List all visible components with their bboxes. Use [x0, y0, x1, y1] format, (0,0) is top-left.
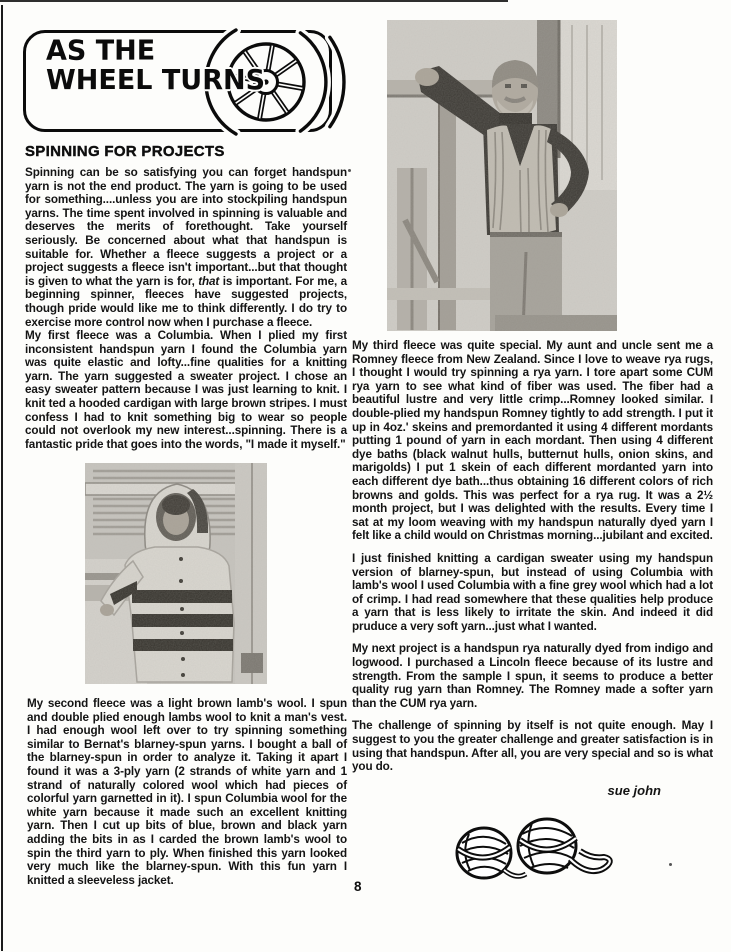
masthead-title [46, 36, 265, 95]
paragraph-first-fleece: My first fleece was a Columbia. When I plied my first inconsistent handspun yarn I found the Columbia yarn was quite elastic and lofty...fine qualities for a knitting yarn. The yarn suggested a sweater project. I chose an easy sweater pattern because I was just learning to knit. I knit ted a hooded cardigan with large brown stripes. I must confess I had to knit something big to wear so people could not overlook my new interest...spinning. There is a fantastic pride that goes into the words, "I made it myself." [25, 329, 347, 451]
photo-man-at-loom [387, 20, 617, 331]
paragraph-cardigan-sweater: I just finished knitting a cardigan sweater using my handspun version of blarney-spun, but instead of using Columbia with lamb's wool I used Columbia with a fine grey wool which had a lot of crimp. I had read somewhere that these qualities help produce a yarn that is less likely to irritate the skin. And indeed it did pruduce a very soft yarn...just what I wanted. [352, 551, 713, 633]
author-signature: sue john [607, 782, 661, 798]
masthead-title-line2: WHEEL TURNS [46, 64, 266, 97]
paragraph-intro [25, 166, 347, 329]
masthead [0, 0, 731, 140]
scan-speck [348, 169, 351, 172]
paragraph-next-project: My next project is a handspun rya naturally dyed from indigo and logwood. I purchased a Lincoln fleece because of its lustre and strength. From the sample I spun, it seems to produce a better quality rug yarn than Romney. The Romney made a softer yarn than the CUM rya yarn. [352, 642, 713, 710]
article-heading: SPINNING FOR PROJECTS [25, 143, 225, 160]
paragraph-intro-text: Spinning can be so satisfying you can forget handspun yarn is not the end product. The yarn is going to be used for something....unless you are into stockpiling handspun yarns. The time spent involved in spinning is valuable and deserves the merits of forethought. Take yourself seriously. Be concerned about what that handspun is suitable for. Whether a fleece suggests a project or a project suggests a fleece isn't important...but that thought is given to what the yarn is for, [25, 166, 347, 288]
yarn-balls-illustration [444, 813, 616, 885]
photo-hooded-cardigan [85, 463, 267, 684]
paragraph-second-fleece: My second fleece was a light brown lamb's wool. I spun and double plied enough lambs wool to knit a man's vest. I had enough wool left over to try spinning something similar to Bernat's blarney-spun yarns. I bought a ball of the blarney-spun in order to analyze it. Taking it apart I found it was a 3-ply yarn (2 strands of white yarn and 1 strand of naturally colored wool which had pieces of colorful yarn garnetted in it). I spun Columbia wool for the white yarn because it made such an excellent knitting yarn. Then I cut up bits of blue, brown and black yarn adding the bits in as I carded the brown lamb's wool to spin the third yarn to ply. When finished this yarn looked very much like the blarney-spun. With this fun yarn I knitted a sleeveless jacket. [27, 697, 347, 887]
paragraph-intro-text-cont: is important. For me, a beginning spinner, fleeces have suggested projects, though pride would like me to think differently. I do try to exercise more control now when I purchase a fleece. [25, 274, 348, 329]
right-column [352, 339, 713, 798]
paragraph-third-fleece: My third fleece was quite special. My aunt and uncle sent me a Romney fleece from New Zealand. Since I love to weave rya rugs, I thought I would try spinning a rya yarn. I tore apart some CUM rya yarn to see what kind of fiber was used. The fiber had a beautiful lustre and very little crimp...Romney looked similar. I double-plied my handspun Romney tightly to add strength. I put it up in 4oz.' skeins and premordanted it using 4 different mordants putting 1 pound of yarn in each mordant. Then using 4 different dye baths (black walnut hulls, butternut hulls, onion skins, and marigolds) I put 1 skein of each different mordanted yarn into each different dye bath...thus obtaining 16 different colors of rich browns and golds. This was perfect for a rya rug. It was a 2½ month project, but I was delighted with the results. Every time I sat at my loom weaving with my handspun naturally dyed yarn I felt like a child would on Christmas morning...jubilant and excited. [352, 339, 713, 543]
scan-edge-line [1, 5, 3, 951]
paragraph-closing: The challenge of spinning by itself is not quite enough. May I suggest to you the greater challenge and greater satisfaction is in using that handspun. After all, you are very special and so is what you do. [352, 719, 713, 774]
masthead-title-line1: AS THE [46, 34, 156, 67]
scan-speck [669, 863, 672, 866]
paragraph-intro-emphasis: that [198, 274, 220, 288]
page-number: 8 [354, 879, 362, 894]
